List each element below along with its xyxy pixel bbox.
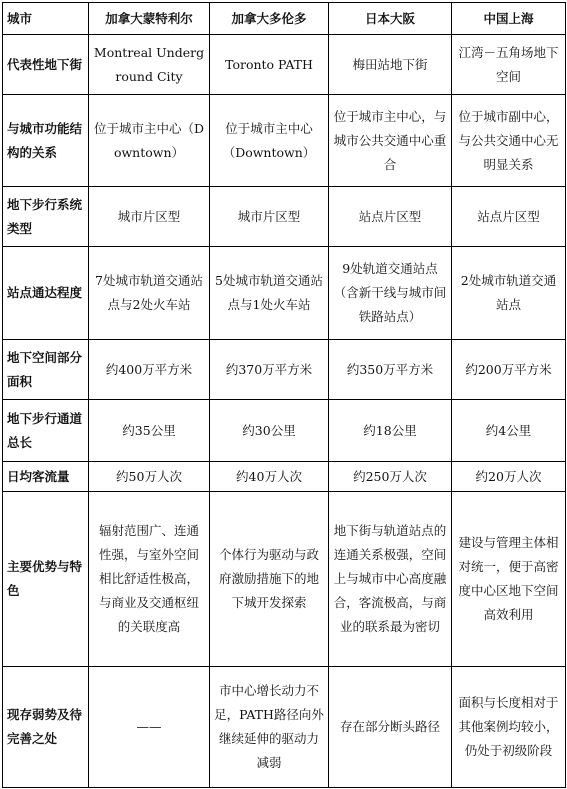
- table-cell: 5处城市轨道交通站点与1处火车站: [210, 247, 329, 340]
- table-row: [3, 95, 566, 187]
- city-header-shanghai: 中国上海: [452, 3, 566, 35]
- table-cell: 约350万平方米: [329, 340, 452, 400]
- table-cell: 约200万平方米: [452, 340, 566, 400]
- table-cell: 个体行为驱动与政府激励措施下的地下城开发探索: [210, 492, 329, 667]
- table-cell: 站点片区型: [452, 187, 566, 247]
- table-cell: 站点片区型: [329, 187, 452, 247]
- city-header-osaka: 日本大阪: [329, 3, 452, 35]
- table-cell: 市中心增长动力不足，PATH路径向外继续延伸的驱动力减弱: [210, 667, 329, 788]
- table-cell: 地下街与轨道站点的连通关系极强，空间上与城市中心高度融合，客流极高，与商业的联系最为密切: [329, 492, 452, 667]
- row-label: 地下空间部分面积: [3, 340, 89, 400]
- table-cell: 城市片区型: [89, 187, 210, 247]
- table-row: [3, 340, 566, 400]
- table-row: [3, 667, 566, 788]
- table-cell: 辐射范围广、连通性强，与室外空间相比舒适性极高，与商业及交通枢纽的关联度高: [89, 492, 210, 667]
- table-cell: Montreal Underground City: [89, 35, 210, 95]
- table-cell: 位于城市主中心（Downtown）: [89, 95, 210, 187]
- table-cell: 建设与管理主体相对统一，便于高密度中心区地下空间高效利用: [452, 492, 566, 667]
- table-cell: 约40万人次: [210, 462, 329, 492]
- table-cell: 面积与长度相对于其他案例均较小，仍处于初级阶段: [452, 667, 566, 788]
- city-header-toronto: 加拿大多伦多: [210, 3, 329, 35]
- table-cell: 约35公里: [89, 400, 210, 462]
- table-cell: 约4公里: [452, 400, 566, 462]
- city-header-montreal: 加拿大蒙特利尔: [89, 3, 210, 35]
- row-label: 与城市功能结构的关系: [3, 95, 89, 187]
- table-row: [3, 492, 566, 667]
- row-label: 现存弱势及待完善之处: [3, 667, 89, 788]
- table-row: [3, 400, 566, 462]
- table-cell: 城市片区型: [210, 187, 329, 247]
- row-label: 地下步行系统类型: [3, 187, 89, 247]
- table-cell: 2处城市轨道交通站点: [452, 247, 566, 340]
- header-row: [3, 3, 566, 35]
- comparison-table: [2, 2, 566, 788]
- table-cell: 约20万人次: [452, 462, 566, 492]
- table-cell: 7处城市轨道交通站点与2处火车站: [89, 247, 210, 340]
- table-cell: 约18公里: [329, 400, 452, 462]
- table-cell: Toronto PATH: [210, 35, 329, 95]
- row-label: 代表性地下街: [3, 35, 89, 95]
- table-row: [3, 187, 566, 247]
- table-cell: 9处轨道交通站点（含新干线与城市间铁路站点）: [329, 247, 452, 340]
- table-cell: 梅田站地下街: [329, 35, 452, 95]
- table-cell: 约30公里: [210, 400, 329, 462]
- table-cell: 约50万人次: [89, 462, 210, 492]
- row-label: 日均客流量: [3, 462, 89, 492]
- row-label: 地下步行通道总长: [3, 400, 89, 462]
- table-cell: 位于城市主中心，与城市公共交通中心重合: [329, 95, 452, 187]
- row-label: 站点通达程度: [3, 247, 89, 340]
- table-row: [3, 35, 566, 95]
- table-cell: 约400万平方米: [89, 340, 210, 400]
- table-cell: 约370万平方米: [210, 340, 329, 400]
- table-row: [3, 462, 566, 492]
- table-cell: 江湾－五角场地下空间: [452, 35, 566, 95]
- table-cell: ——: [89, 667, 210, 788]
- table-cell: 位于城市副中心，与公共交通中心无明显关系: [452, 95, 566, 187]
- table-cell: 位于城市主中心（Downtown）: [210, 95, 329, 187]
- table-cell: 约250万人次: [329, 462, 452, 492]
- row-label: 主要优势与特色: [3, 492, 89, 667]
- table-cell: 存在部分断头路径: [329, 667, 452, 788]
- table-row: [3, 247, 566, 340]
- corner-header: 城市: [3, 3, 89, 35]
